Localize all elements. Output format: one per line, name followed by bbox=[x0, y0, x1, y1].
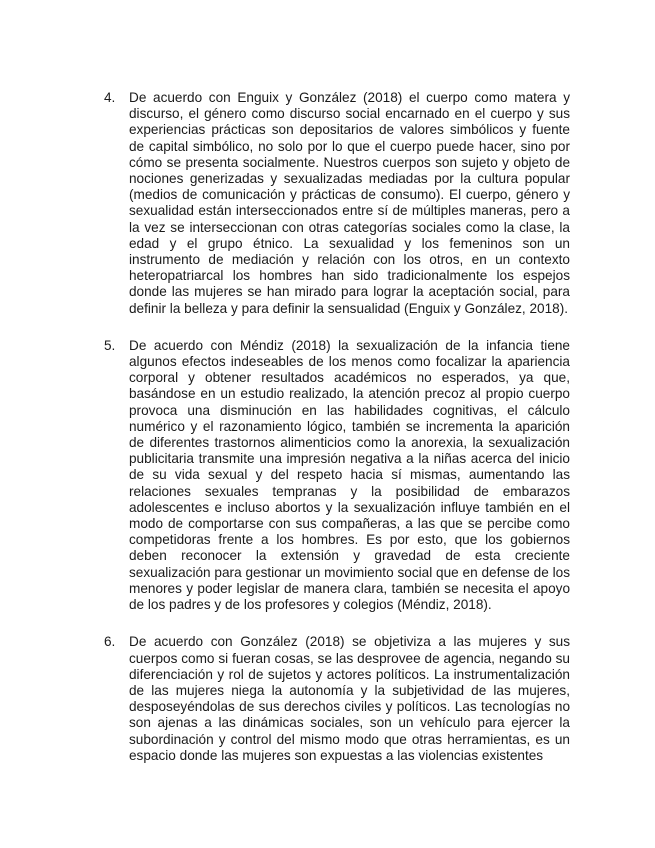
list-item bbox=[104, 338, 570, 613]
list-item bbox=[104, 634, 570, 764]
list-item-paragraph: De acuerdo con González (2018) se objetiviza a las mujeres y sus cuerpos como si fueran cosas, se las desprovee de agencia, negando su diferenciación y rol de sujetos y actores políticos. La instrumentalización de las mujeres niega la autonomía y la subjetividad de las mujeres, desposeyéndolas de sus derechos civiles y políticos. Las tecnologías no son ajenas a las dinámicas sociales, son un vehículo para ejercer la subordinación y control del mismo modo que otras herramientas, es un espacio donde las mujeres son expuestas a las violencias existentes bbox=[129, 634, 570, 763]
numbered-list bbox=[104, 90, 570, 785]
list-item-number: 4. bbox=[104, 90, 116, 105]
list-item-paragraph: De acuerdo con Enguix y González (2018) el cuerpo como matera y discurso, el género como discurso social encarnado en el cuerpo y sus experiencias prácticas son depositarios de valores simbólicos y fuente de capital simbólico, no solo por lo que el cuerpo puede hacer, sino por cómo se presenta socialmente. Nuestros cuerpos son sujeto y objeto de nociones generizadas y sexualizadas mediadas por la cultura popular (medios de comunicación y prácticas de consumo). El cuerpo, género y sexualidad están interseccionados entre sí de múltiples maneras, pero a la vez se interseccionan con otras categorías sociales como la clase, la edad y el grupo étnico. La sexualidad y los femeninos son un instrumento de mediación y relación con los otros, en un contexto heteropatriarcal los hombres han sido tradicionalmente los espejos donde las mujeres se han mirado para lograr la aceptación social, para definir la belleza y para definir la sensualidad (Enguix y González, 2018). bbox=[129, 90, 570, 316]
list-item bbox=[104, 90, 570, 317]
list-item-paragraph: De acuerdo con Méndiz (2018) la sexualización de la infancia tiene algunos efectos indeseables de los menos como focalizar la apariencia corporal y obtener resultados académicos no esperados, ya que, basándose en un estudio realizado, la atención precoz al propio cuerpo provoca una disminución en las habilidades cognitivas, el cálculo numérico y el razonamiento lógico, también se incrementa la aparición de diferentes trastornos alimenticios como la anorexia, la sexualización publicitaria transmite una impresión negativa a la niñas acerca del inicio de su vida sexual y del respeto hacia sí mismas, aumentando las relaciones sexuales tempranas y la posibilidad de embarazos adolescentes e incluso abortos y la sexualización influye también en el modo de comportarse con sus compañeras, a las que se percibe como competidoras frente a los hombres. Es por esto, que los gobiernos deben reconocer la extensión y gravedad de esta creciente sexualización para gestionar un movimiento social que en defense de los menores y poder legislar de manera clara, también se necesita el apoyo de los padres y de los profesores y colegios (Méndiz, 2018). bbox=[129, 337, 570, 613]
list-item-number: 5. bbox=[104, 337, 116, 353]
list-item-number: 6. bbox=[104, 634, 116, 650]
